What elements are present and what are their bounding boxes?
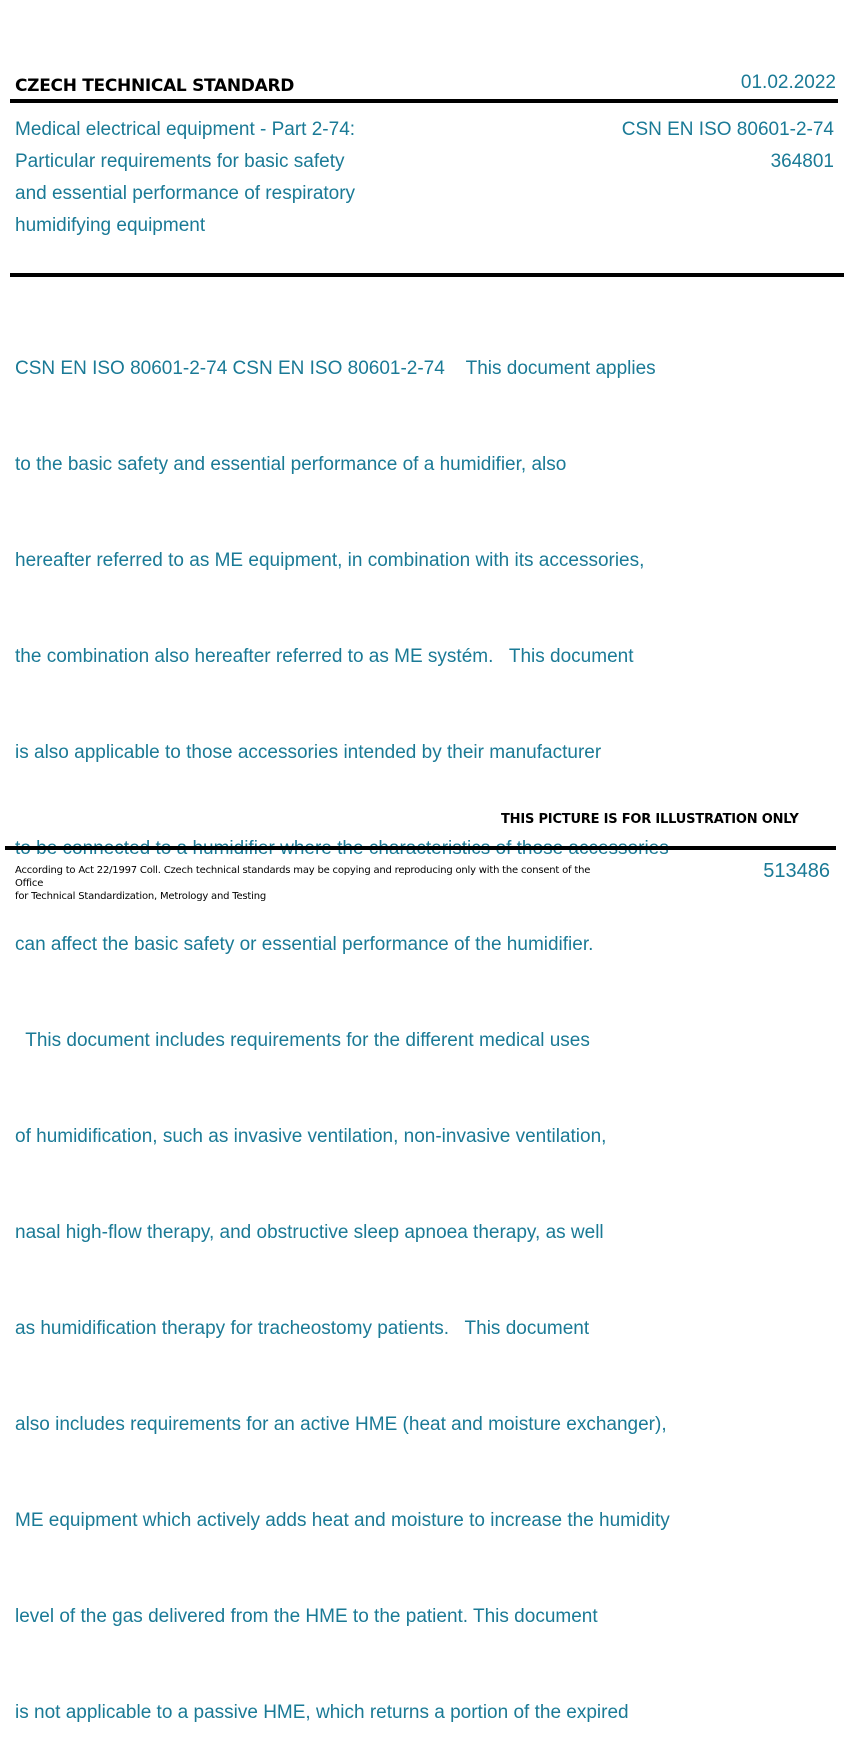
copyright-notice-line: for Technical Standardization, Metrology and Testing bbox=[15, 891, 266, 902]
standard-type-heading: CZECH TECHNICAL STANDARD bbox=[15, 76, 295, 96]
classification-code: 364801 bbox=[770, 151, 834, 172]
document-id: 513486 bbox=[763, 860, 830, 882]
document-title-line: and essential performance of respiratory bbox=[15, 183, 356, 204]
document-abstract bbox=[15, 289, 775, 1761]
standard-identifiers bbox=[622, 114, 834, 178]
abstract-line: to the basic safety and essential performance of a humidifier, also bbox=[15, 454, 567, 475]
document-title bbox=[15, 114, 455, 242]
abstract-line: also includes requirements for an active HME (heat and moisture exchanger), bbox=[15, 1414, 667, 1435]
abstract-line: the combination also hereafter referred to as ME systém. This document bbox=[15, 646, 634, 667]
abstract-line: This document includes requirements for the different medical uses bbox=[15, 1030, 590, 1051]
publication-date: 01.02.2022 bbox=[740, 72, 836, 93]
abstract-line: is not applicable to a passive HME, which returns a portion of the expired bbox=[15, 1702, 629, 1723]
copyright-notice-line: According to Act 22/1997 Coll. Czech technical standards may be copying and reproducing only with the consent of the Office bbox=[15, 865, 591, 889]
abstract-line: CSN EN ISO 80601-2-74 CSN EN ISO 80601-2-74 This document applies bbox=[15, 358, 656, 379]
document-title-line: humidifying equipment bbox=[15, 215, 206, 236]
abstract-line: ME equipment which actively adds heat and moisture to increase the humidity bbox=[15, 1510, 670, 1531]
abstract-line: can affect the basic safety or essential performance of the humidifier. bbox=[15, 934, 594, 955]
abstract-line: level of the gas delivered from the HME to the patient. This document bbox=[15, 1606, 598, 1627]
document-title-line: Medical electrical equipment - Part 2-74: bbox=[15, 119, 356, 140]
abstract-line: is also applicable to those accessories intended by their manufacturer bbox=[15, 742, 602, 763]
title-divider bbox=[10, 273, 844, 277]
abstract-line: nasal high-flow therapy, and obstructive sleep apnoea therapy, as well bbox=[15, 1222, 604, 1243]
abstract-line: as humidification therapy for tracheostomy patients. This document bbox=[15, 1318, 590, 1339]
document-title-line: Particular requirements for basic safety bbox=[15, 151, 345, 172]
copyright-notice bbox=[15, 864, 615, 903]
header-divider bbox=[10, 99, 838, 103]
standard-number: CSN EN ISO 80601-2-74 bbox=[621, 119, 834, 140]
abstract-line: hereafter referred to as ME equipment, in combination with its accessories, bbox=[15, 550, 645, 571]
abstract-line: of humidification, such as invasive ventilation, non-invasive ventilation, bbox=[15, 1126, 607, 1147]
footer-divider bbox=[5, 846, 836, 850]
illustration-disclaimer: THIS PICTURE IS FOR ILLUSTRATION ONLY bbox=[501, 812, 799, 827]
